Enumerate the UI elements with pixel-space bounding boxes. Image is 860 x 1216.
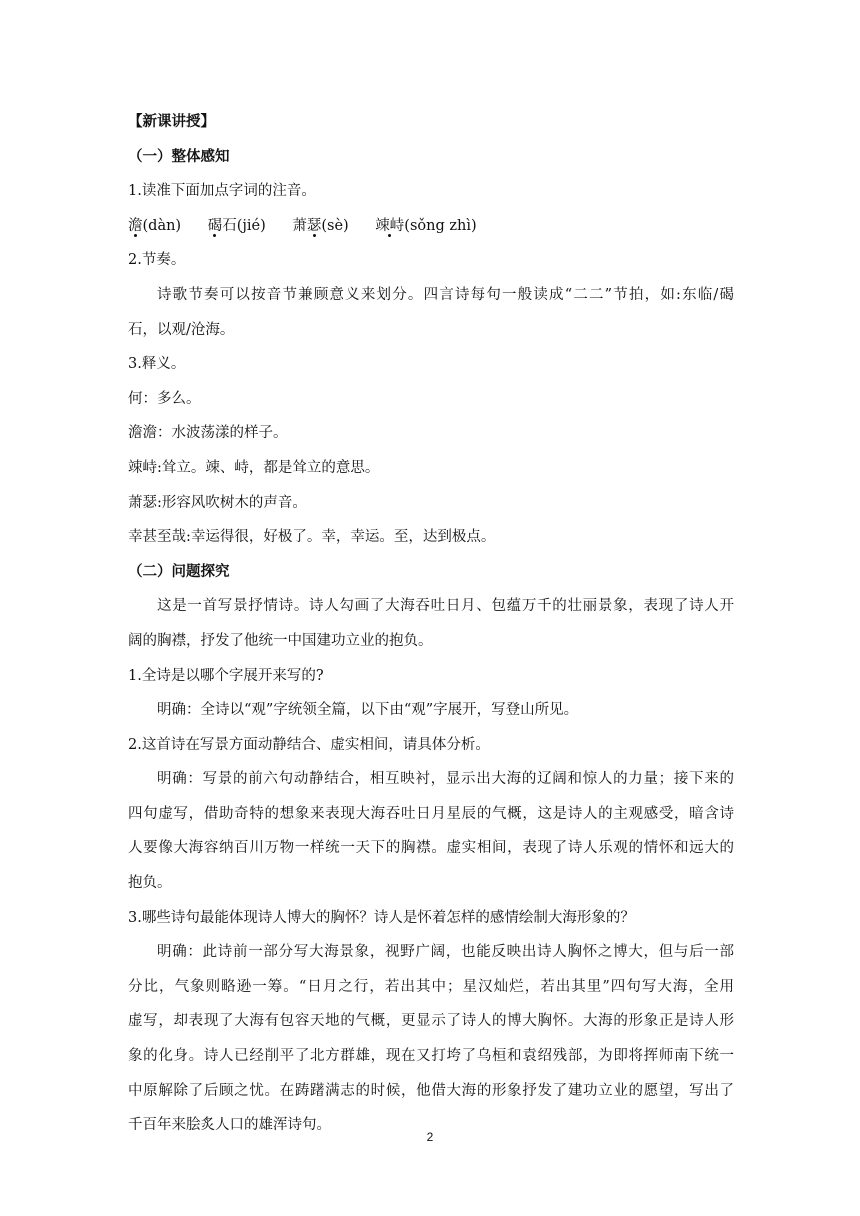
pinyin-item: 萧瑟(sè) (292, 217, 349, 234)
page-content (128, 105, 734, 1143)
part1-q3: 3.释义。 (128, 356, 186, 373)
pinyin-item: 碣石(jié) (207, 217, 266, 234)
answer-text: 明确：此诗前一部分写大海景象，视野广阔，也能反映出诗人胸怀之博大，但与后一部 (157, 944, 734, 961)
answer-text: 中原解除了后顾之忧。在踌躇满志的时候，他借大海的形象抒发了建功立业的愿望，写出了 (128, 1082, 734, 1099)
definition: 澹澹：水波荡漾的样子。 (128, 425, 288, 442)
answer-text: 明确：全诗以“观”字统领全篇，以下由“观”字展开，写登山所见。 (157, 702, 579, 719)
section-title: 【新课讲授】 (128, 114, 215, 130)
part1-heading: （一）整体感知 (128, 148, 230, 165)
answer-text: 象的化身。诗人已经削平了北方群雄，现在又打垮了乌桓和袁绍残部，为即将挥师南下统一 (128, 1048, 734, 1065)
answer-text: 虚写，却表现了大海有包容天地的气概，更显示了诗人的博大胸怀。大海的形象正是诗人形 (128, 1013, 734, 1030)
definition: 萧瑟:形容风吹树木的声音。 (128, 494, 307, 511)
page-number: 2 (426, 1130, 434, 1144)
pinyin-item: 竦峙(sǒng zhì) (375, 217, 477, 234)
answer-text: 分比，气象则略逊一筹。“日月之行，若出其中；星汉灿烂，若出其里”四句写大海，全用 (128, 978, 734, 995)
part2-heading: （二）问题探究 (128, 563, 230, 580)
dotted-char: 瑟 (306, 217, 322, 234)
pinyin-line (128, 209, 734, 244)
intro-text: 阔的胸襟，抒发了他统一中国建功立业的抱负。 (128, 632, 433, 649)
part2-q1: 1.全诗是以哪个字展开来写的? (128, 667, 324, 684)
dotted-char: 澹 (128, 217, 143, 234)
dotted-char: 竦峙 (375, 217, 405, 234)
part1-q1: 1.读准下面加点字词的注音。 (128, 183, 316, 200)
pinyin-item: 澹(dàn) (128, 217, 182, 234)
answer-text: 人要像大海容纳百川万物一样统一天下的胸襟。虚实相间，表现了诗人乐观的情怀和远大的 (128, 840, 734, 857)
rhythm-text: 石，以观/沧海。 (128, 321, 235, 338)
definition: 何：多么。 (128, 390, 201, 407)
definition: 竦峙:耸立。竦、峙，都是耸立的意思。 (128, 459, 380, 476)
dotted-char: 碣 (207, 217, 223, 234)
rhythm-text: 诗歌节奏可以按音节兼顾意义来划分。四言诗每句一般读成“二二”节拍，如:东临/碣 (157, 286, 734, 303)
part1-q2: 2.节奏。 (128, 252, 186, 269)
intro-text: 这是一首写景抒情诗。诗人勾画了大海吞吐日月、包蕴万千的壮丽景象，表现了诗人开 (157, 598, 734, 615)
answer-text: 抱负。 (128, 875, 172, 892)
part2-q2: 2.这首诗在写景方面动静结合、虚实相间，请具体分析。 (128, 736, 490, 753)
answer-text: 明确：写景的前六句动静结合，相互映衬，显示出大海的辽阔和惊人的力量；接下来的 (157, 771, 734, 788)
answer-text: 四句虚写，借助奇特的想象来表现大海吞吐日月星辰的气概，这是诗人的主观感受，暗含诗 (128, 805, 734, 822)
definition: 幸甚至哉:幸运得很，好极了。幸，幸运。至，达到极点。 (128, 529, 496, 546)
answer-text: 千百年来脍炙人口的雄浑诗句。 (128, 1117, 331, 1134)
part2-q3: 3.哪些诗句最能体现诗人博大的胸怀？诗人是怀着怎样的感情绘制大海形象的？ (128, 909, 635, 926)
